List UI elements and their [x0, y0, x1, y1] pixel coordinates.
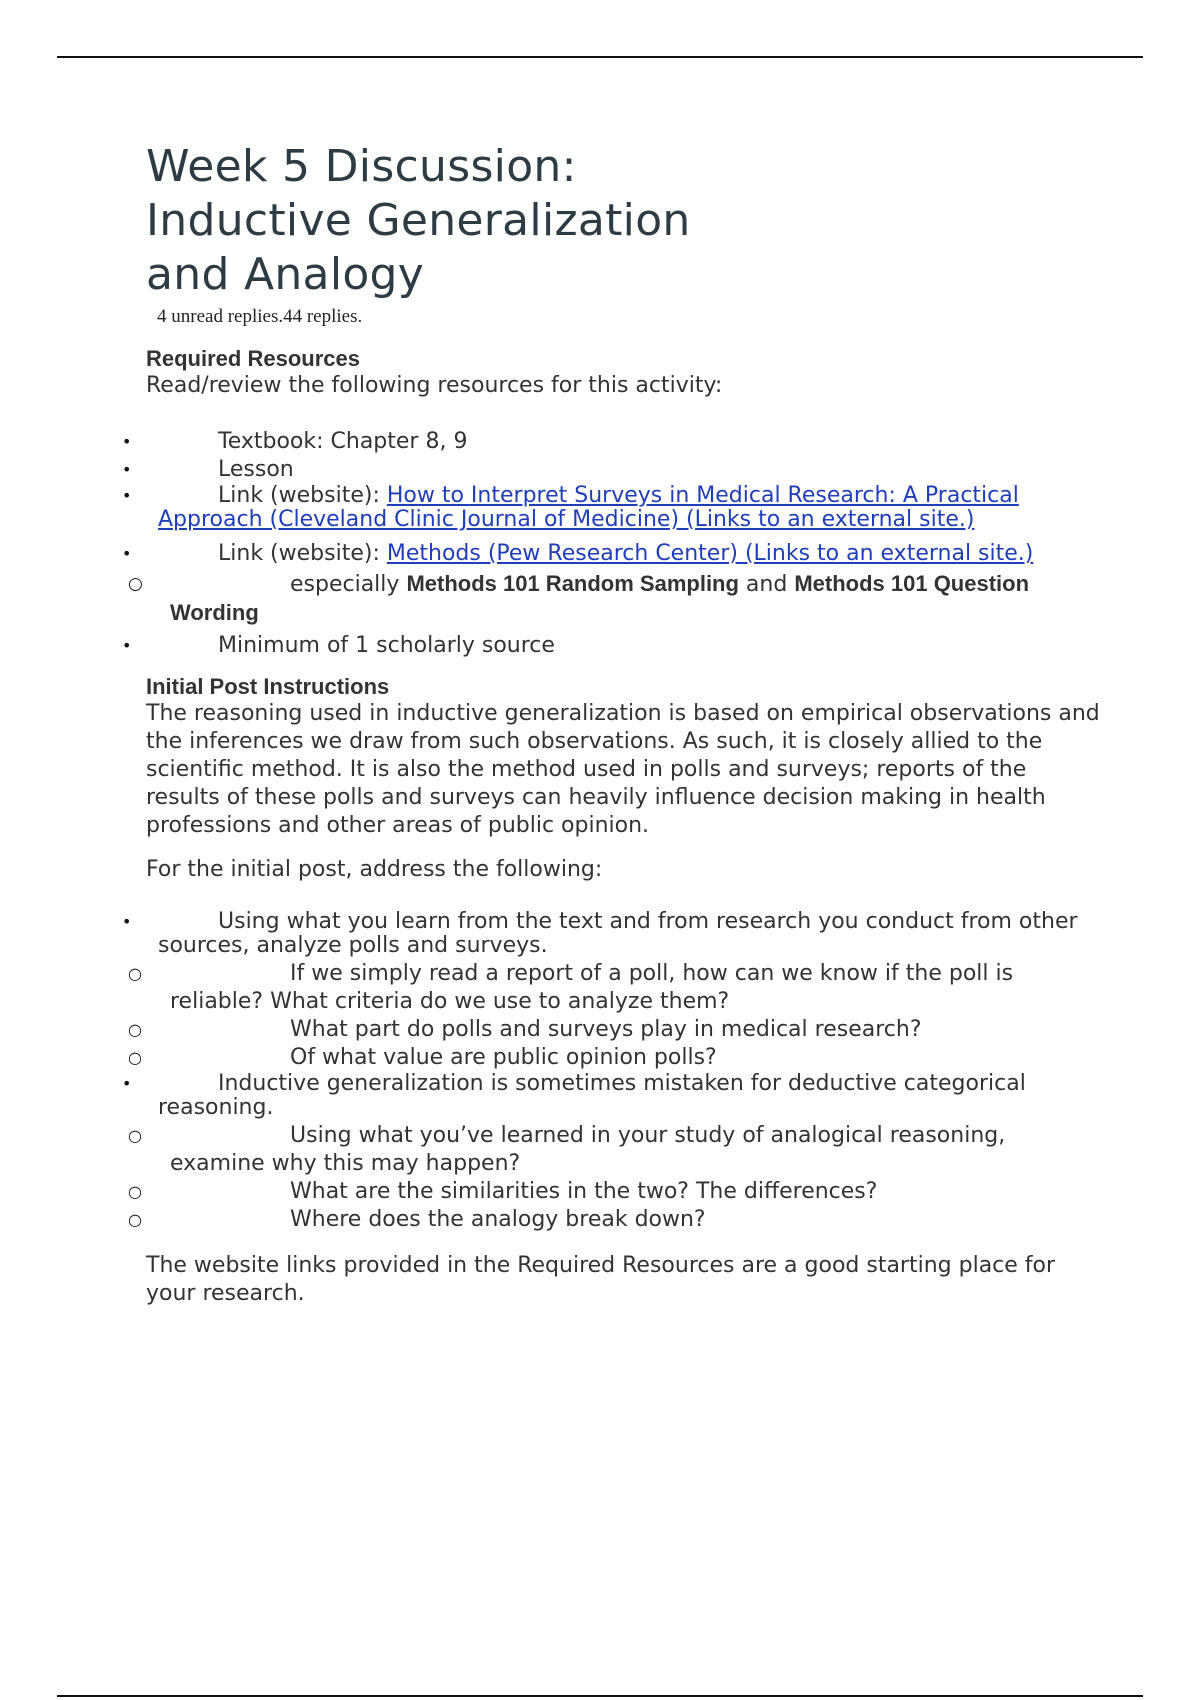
circle-bullet-icon: ○	[128, 1126, 142, 1145]
subquestion-text: What part do polls and surveys play in medical research?	[290, 1017, 922, 1042]
question-item	[122, 909, 1106, 958]
pew-research-link[interactable]: Methods (Pew Research Center) (Links to an external site.)	[386, 541, 1034, 566]
circle-bullet-icon: ○	[128, 574, 143, 594]
resource-text: Textbook: Chapter 8, 9	[218, 429, 468, 454]
bullet-icon: •	[122, 432, 132, 451]
resource-item-link-cleveland	[122, 483, 1106, 532]
subquestion-item	[128, 1122, 1106, 1178]
page-title	[146, 140, 1106, 302]
subquestion-item	[128, 1044, 1106, 1072]
resource-item-textbook	[122, 429, 1106, 454]
top-rule	[57, 56, 1143, 58]
especially-text: especially	[290, 572, 407, 597]
bullet-icon: •	[122, 1074, 132, 1093]
resource-item-link-pew	[122, 540, 1106, 568]
resource-list	[122, 429, 1106, 658]
link-prefix: Link (website):	[218, 483, 387, 508]
question-text: Inductive generalization is sometimes mistaken for deductive categorical reasoning.	[158, 1071, 1026, 1120]
subquestion-text: What are the similarities in the two? The differences?	[290, 1179, 878, 1204]
bullet-icon: •	[122, 544, 132, 563]
total-replies: 44 replies.	[283, 306, 363, 327]
question-list	[122, 909, 1106, 1234]
required-intro: Read/review the following resources for this activity:	[146, 373, 723, 398]
bullet-icon: •	[122, 636, 132, 655]
resource-item-lesson	[122, 457, 1106, 482]
bullet-icon: •	[122, 912, 132, 931]
discussion-content	[122, 140, 1106, 1308]
resource-item-scholarly	[122, 633, 1106, 658]
unread-replies: 4 unread replies.	[157, 306, 284, 327]
closing-note: The website links provided in the Required Resources are a good starting place for your research.	[146, 1253, 1056, 1306]
subquestion-text: If we simply read a report of a poll, how can we know if the poll is reliable? What criteria do we use to analyze them?	[170, 961, 1014, 1014]
subquestion-item	[128, 1206, 1106, 1234]
title-line: Week 5 Discussion:	[146, 141, 577, 192]
question-text: Using what you learn from the text and from research you conduct from other sources, analyze polls and surveys.	[158, 909, 1078, 958]
required-resources-heading: Required Resources	[146, 346, 360, 371]
subquestion-item	[128, 1178, 1106, 1206]
circle-bullet-icon: ○	[128, 1048, 142, 1067]
title-line: and Analogy	[146, 249, 425, 300]
circle-bullet-icon: ○	[128, 1182, 142, 1201]
bottom-rule	[57, 1695, 1143, 1697]
resource-text: Lesson	[218, 457, 294, 482]
link-prefix: Link (website):	[218, 541, 387, 566]
circle-bullet-icon: ○	[128, 964, 142, 983]
resource-text: Minimum of 1 scholarly source	[218, 633, 555, 658]
address-prompt: For the initial post, address the following:	[146, 857, 603, 882]
subquestion-item	[128, 960, 1106, 1016]
resource-subitem-methods	[128, 570, 1106, 628]
subquestion-item	[128, 1016, 1106, 1044]
subquestion-text: Of what value are public opinion polls?	[290, 1045, 717, 1070]
methods-question-wording: Methods 101 Question Wording	[170, 571, 1030, 625]
initial-post-body: The reasoning used in inductive generalization is based on empirical observations and the inferences we draw from such observations. As such, it is closely allied to the scientific method. It is also the method used in polls and surveys; reports of the results of these polls and surveys can heavily influence decision making in health professions and other areas of public opinion.	[146, 701, 1100, 838]
circle-bullet-icon: ○	[128, 1020, 142, 1039]
bullet-icon: •	[122, 486, 132, 505]
subquestion-text: Using what you’ve learned in your study of analogical reasoning, examine why this may happen?	[170, 1123, 1006, 1176]
bullet-icon: •	[122, 460, 132, 479]
cleveland-clinic-link[interactable]: How to Interpret Surveys in Medical Research: A Practical Approach (Cleveland Clinic Journal of Medicine) (Links to an external site.)	[158, 483, 1019, 532]
circle-bullet-icon: ○	[128, 1210, 142, 1229]
methods-random-sampling: Methods 101 Random Sampling	[406, 571, 739, 596]
question-item	[122, 1071, 1106, 1120]
reply-count	[157, 306, 1106, 328]
title-line: Inductive Generalization	[146, 195, 691, 246]
subquestion-text: Where does the analogy break down?	[290, 1207, 706, 1232]
and-text: and	[738, 572, 795, 597]
initial-post-heading: Initial Post Instructions	[146, 674, 390, 699]
